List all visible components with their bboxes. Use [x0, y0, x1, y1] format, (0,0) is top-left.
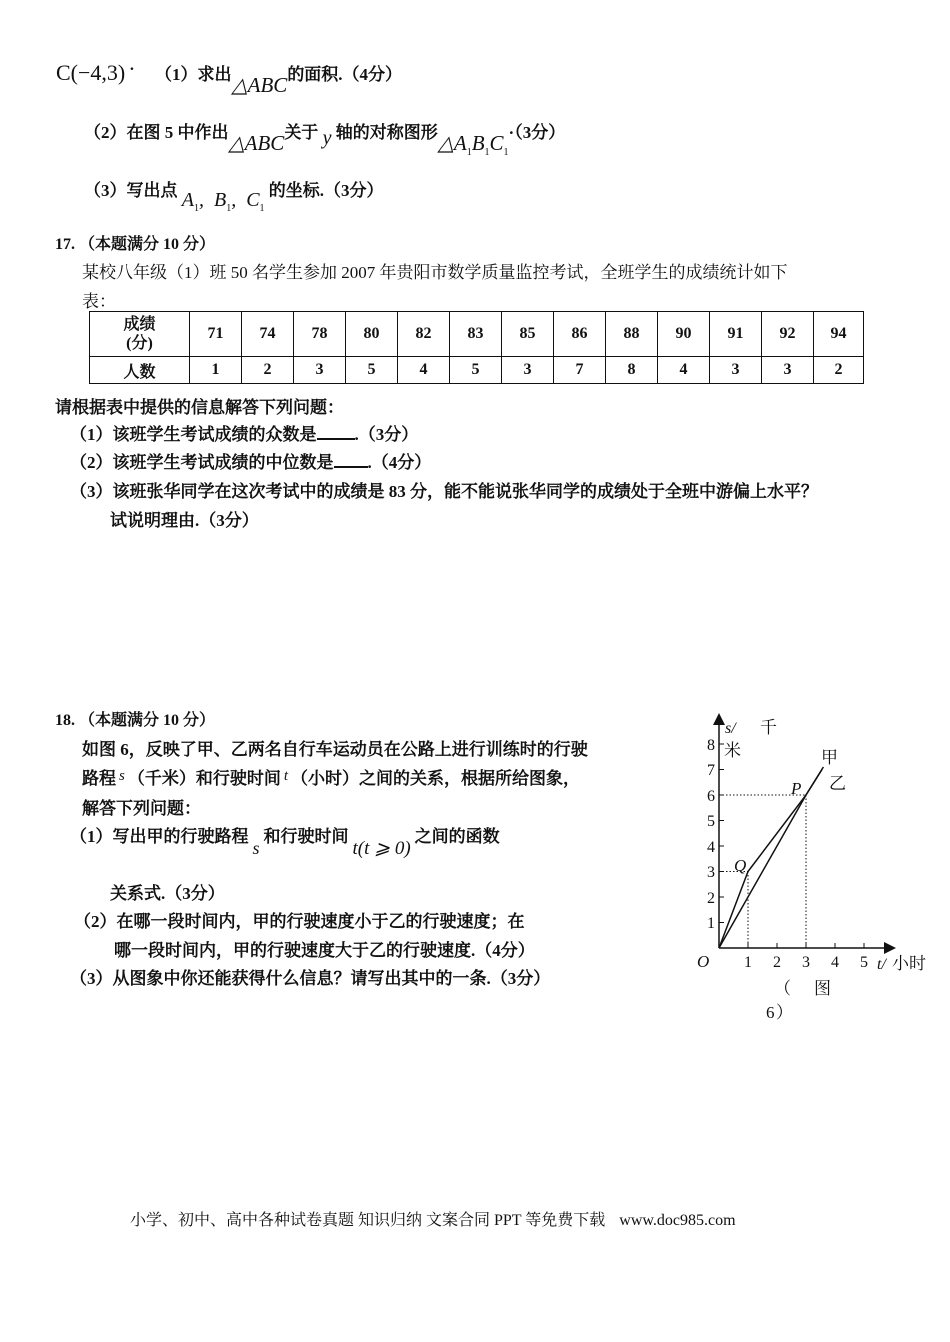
q18-intro-line1: 如图 6，反映了甲、乙两名自行车运动员在公路上进行训练时的行驶 [82, 740, 588, 759]
count-cell: 5 [450, 357, 502, 384]
q17-prompt: 请根据表中提供的信息解答下列问题： [55, 398, 344, 417]
q17-part3-line2: 试说明理由.（3分） [110, 511, 259, 530]
q18-intro-line2 [82, 764, 580, 789]
score-cell: 74 [242, 312, 294, 357]
q16-part2-mid2: 轴的对称图形 [335, 123, 438, 142]
svg-text:4: 4 [707, 839, 715, 856]
count-cell: 3 [762, 357, 814, 384]
svg-text:3: 3 [707, 864, 715, 881]
figure-caption-word: 图 [814, 979, 831, 998]
triangle-abc: △ABC [228, 131, 285, 155]
svg-text:7: 7 [707, 762, 715, 779]
svg-text:5: 5 [860, 954, 868, 971]
q17-intro-line1: 某校八年级（1）班 50 名学生参加 2007 年贵阳市数学质量监控考试，全班学生的成绩统计如下 [82, 263, 788, 282]
answer-blank-mode[interactable] [317, 424, 355, 440]
q18-intro-line3: 解答下列问题： [82, 799, 201, 818]
point-c-dot: · [129, 61, 135, 78]
q18-part3: （3）从图象中你还能获得什么信息？请写出其中的一条.（3分） [70, 969, 551, 988]
score-cell: 83 [450, 312, 502, 357]
svg-text:6: 6 [707, 788, 715, 805]
triangle-abc: △ABC [231, 73, 288, 97]
y-tick-labels [707, 737, 715, 932]
q17-header: 17. （本题满分 10 分） [55, 236, 216, 253]
footer-url[interactable]: www.doc985.com [619, 1212, 736, 1229]
q18-part2-line2: 哪一段时间内，甲的行驶速度大于乙的行驶速度.（4分） [114, 941, 535, 960]
score-cell: 80 [346, 312, 398, 357]
q16-part2 [84, 118, 566, 159]
x-tick-labels [744, 954, 868, 971]
figure-caption-close: ） [776, 1003, 793, 1022]
q17-part3-line1: （3）该班张华同学在这次考试中的成绩是 83 分，能不能说张华同学的成绩处于全班中游偏上水平？ [70, 482, 818, 501]
var-y: y [322, 127, 332, 149]
score-header-a: 成绩 [123, 316, 156, 333]
origin-label: O [697, 952, 710, 971]
count-cell: 3 [710, 357, 762, 384]
count-cell: 4 [398, 357, 450, 384]
score-cell: 71 [190, 312, 242, 357]
q18-part1-text-b: 和行驶时间 [263, 827, 349, 846]
count-cell: 3 [294, 357, 346, 384]
point-c: C(−4,3) [56, 60, 126, 85]
q16-part2-mid: 关于 [284, 123, 319, 142]
count-row [90, 357, 864, 384]
count-cell: 2 [242, 357, 294, 384]
score-cell: 88 [606, 312, 658, 357]
series-label-jia: 甲 [821, 748, 838, 767]
q17-intro-line2: 表： [82, 292, 116, 311]
q16-part1-label: （1）求出 [155, 65, 232, 84]
svg-text:3: 3 [802, 954, 810, 971]
score-cell: 78 [294, 312, 346, 357]
score-cell: 94 [814, 312, 864, 357]
count-cell: 3 [502, 357, 554, 384]
score-cell: 90 [658, 312, 710, 357]
q18-intro-text-a: 路程 [82, 769, 116, 788]
x-axis-label-unit: 小时 [892, 954, 926, 973]
count-cell: 5 [346, 357, 398, 384]
q18-part1-text-c: 之间的函数 [414, 827, 500, 846]
point-label-q: Q [734, 856, 747, 875]
score-cell: 86 [554, 312, 606, 357]
svg-text:4: 4 [831, 954, 839, 971]
triangle-symbol: △ [437, 131, 454, 155]
points-a1-b1-c1: $A_1$, $B_1$, $C_1$ [181, 189, 265, 214]
q17-part2-text: （2）该班学生考试成绩的中位数是 [70, 453, 334, 472]
q18-header: 18. （本题满分 10 分） [55, 712, 216, 729]
score-cell: 82 [398, 312, 450, 357]
point-label-p: P [791, 779, 802, 798]
footer-text: 小学、初中、高中各种试卷真题 知识归纳 文案合同 PPT 等免费下载 [130, 1212, 606, 1229]
var-s: s [119, 768, 125, 784]
count-cell: 7 [554, 357, 606, 384]
svg-text:1: 1 [707, 915, 715, 932]
var-t: t [283, 768, 289, 784]
page-footer [130, 1207, 736, 1230]
figure-6-chart [690, 705, 940, 1025]
q17-part2-points: .（4分） [367, 453, 432, 472]
figure-caption-open: （ [774, 979, 791, 998]
score-row [90, 312, 864, 357]
series-label-yi: 乙 [829, 774, 846, 793]
count-cell: 2 [814, 357, 864, 384]
count-cell: 1 [190, 357, 242, 384]
score-cell: 91 [710, 312, 762, 357]
q16-part1-tail: 的面积.（4分） [287, 65, 403, 84]
svg-text:8: 8 [707, 737, 715, 754]
svg-text:5: 5 [707, 813, 715, 830]
q18-part1-line2: 关系式.（3分） [110, 884, 225, 903]
q18-part1 [70, 822, 500, 859]
q16-continuation [56, 60, 135, 86]
q16-part3 [84, 176, 384, 214]
y-axis-label-unit-2: 米 [724, 741, 741, 760]
q16-part2-tail: ·（3分） [508, 123, 566, 142]
q16-part1 [155, 60, 403, 97]
triangle-a1b1c1: $\triangle A_1B_1C_1$ [437, 131, 509, 159]
q18-part1-text-a: （1）写出甲的行驶路程 [70, 827, 249, 846]
score-table [89, 311, 864, 384]
q16-part3-tail: 的坐标.（3分） [268, 181, 384, 200]
score-header-b: (分) [126, 335, 153, 352]
svg-text:2: 2 [773, 954, 781, 971]
q17-part1 [70, 420, 418, 445]
svg-text:1: 1 [744, 954, 752, 971]
q16-part3-label: （3）写出点 [84, 181, 178, 200]
x-axis-label: t/ [877, 956, 886, 973]
score-cell: 92 [762, 312, 814, 357]
count-cell: 8 [606, 357, 658, 384]
count-header-cell: 人数 [90, 357, 190, 384]
q17-part2 [70, 448, 431, 473]
y-axis-label-unit-1: 千 [760, 718, 777, 737]
y-axis-label: s/ [725, 720, 736, 737]
figure-caption-number: 6 [766, 1003, 775, 1022]
q18-intro-text-b: （千米）和行驶时间 [127, 769, 281, 788]
q17-part1-text: （1）该班学生考试成绩的众数是 [70, 425, 317, 444]
q16-part2-label: （2）在图 5 中作出 [84, 123, 229, 142]
svg-text:2: 2 [707, 890, 715, 907]
time-expression: t(t ⩾ 0) [352, 838, 411, 859]
score-header-cell [90, 312, 190, 357]
answer-blank-median[interactable] [334, 452, 368, 468]
q17-part1-points: .（3分） [354, 425, 419, 444]
q18-intro-text-c: （小时）之间的关系，根据所给图象， [291, 769, 581, 788]
count-cell: 4 [658, 357, 710, 384]
score-cell: 85 [502, 312, 554, 357]
var-s: s [252, 838, 260, 858]
q18-part2-line1: （2）在哪一段时间内，甲的行驶速度小于乙的行驶速度；在 [74, 912, 525, 931]
